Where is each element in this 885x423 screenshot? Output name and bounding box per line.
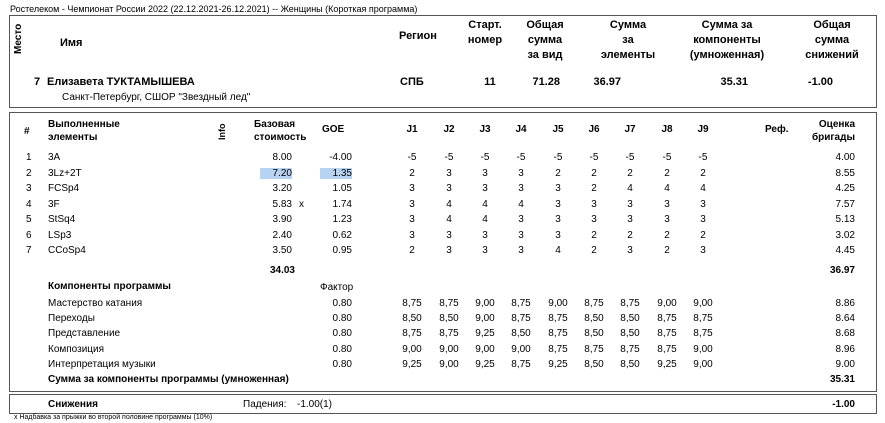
component-name: Интерпретация музыки	[48, 358, 156, 370]
panel-score-header	[800, 118, 855, 144]
element-judge-score: 3	[446, 183, 452, 194]
element-judge-score: 3	[627, 198, 633, 210]
element-judge-score: 3	[482, 183, 488, 194]
component-judge-score: 9,00	[439, 343, 459, 355]
element-num: 2	[26, 167, 32, 179]
elements-num-header: #	[24, 126, 30, 137]
falls-label: Падения:	[243, 399, 287, 410]
element-judge-score: 3	[555, 229, 561, 241]
region-header: Регион	[399, 30, 437, 42]
element-judge-score: 3	[555, 198, 561, 210]
element-panel-score: 3.02	[835, 229, 855, 241]
element-judge-score: -5	[407, 152, 417, 163]
component-name: Композиция	[48, 343, 105, 355]
component-judge-score: 9,00	[693, 358, 713, 370]
element-num: 6	[26, 229, 32, 241]
component-judge-score: 9,00	[439, 358, 459, 370]
element-judge-score: 2	[591, 229, 597, 241]
component-panel-score: 8.68	[835, 328, 855, 340]
element-goe: 0.62	[332, 229, 352, 241]
component-panel-score: 8.86	[835, 298, 855, 309]
element-judge-score: 3	[409, 229, 415, 241]
deductions-total: -1.00	[832, 399, 855, 410]
component-judge-score: 9,25	[475, 358, 495, 370]
referee-header: Реф.	[765, 124, 789, 135]
element-judge-score: 2	[664, 167, 670, 179]
element-judge-score: 3	[409, 198, 415, 210]
component-name: Мастерство катания	[48, 298, 143, 309]
element-name: 3F	[48, 198, 60, 210]
element-judge-score: 3	[518, 167, 524, 179]
judge-header-7: J7	[624, 124, 636, 135]
component-name: Представление	[48, 328, 121, 340]
element-base-value: 7.20	[260, 168, 292, 179]
element-judge-score: 3	[555, 183, 561, 194]
element-judge-score: 4	[664, 183, 670, 194]
element-panel-score: 7.57	[835, 198, 855, 210]
element-judge-score: 3	[700, 198, 706, 210]
judge-header-8: J8	[661, 124, 673, 135]
total-header	[515, 18, 575, 63]
component-judge-score: 8,50	[584, 328, 604, 340]
panel-score-header-line1: Оценка	[818, 119, 855, 130]
component-judge-score: 8,75	[548, 343, 568, 355]
element-name: CCoSp4	[48, 245, 86, 256]
element-judge-score: 2	[591, 167, 597, 179]
components-sum-header-line3: (умноженная)	[689, 49, 765, 61]
component-name: Переходы	[48, 313, 95, 325]
skater-total: 71.28	[532, 76, 560, 88]
element-judge-score: 4	[518, 198, 524, 210]
name-header: Имя	[60, 37, 83, 49]
element-judge-score: 3	[591, 198, 597, 210]
element-num: 7	[26, 245, 32, 256]
start-no-header-line2: номер	[467, 34, 503, 46]
element-base-value: 5.83	[272, 198, 292, 210]
element-base-value: 3.90	[272, 214, 292, 225]
executed-elements-header-line2: элементы	[48, 132, 98, 143]
element-judge-score: -5	[662, 152, 672, 163]
component-factor: 0.80	[332, 328, 352, 340]
element-goe: 1.74	[332, 198, 352, 210]
base-value-header-line2: стоимость	[254, 132, 307, 143]
deductions-header-line3: снижений	[805, 49, 859, 61]
component-judge-score: 9,00	[475, 343, 495, 355]
element-judge-score: 4	[555, 245, 561, 256]
element-num: 5	[26, 214, 32, 225]
base-value-header-line1: Базовая	[254, 119, 296, 130]
executed-elements-header-line1: Выполненные	[48, 119, 120, 130]
component-judge-score: 9,00	[693, 343, 713, 355]
deductions-frame	[9, 394, 877, 414]
element-goe: 1.05	[332, 183, 352, 194]
skater-elements-score: 36.97	[593, 76, 621, 88]
component-judge-score: 8,75	[548, 328, 568, 340]
goe-header: GOE	[322, 124, 345, 135]
element-base-value: 8.00	[272, 152, 292, 163]
component-judge-score: 9,00	[475, 298, 495, 309]
element-goe: 1.35	[320, 168, 352, 179]
component-judge-score: 8,75	[620, 298, 640, 309]
elements-sum-header	[592, 18, 664, 63]
element-judge-score: -5	[516, 152, 526, 163]
component-judge-score: 9,25	[475, 328, 495, 340]
judge-header-6: J6	[588, 124, 600, 135]
component-judge-score: 8,75	[439, 298, 459, 309]
skater-start-no: 11	[484, 76, 496, 88]
component-judge-score: 8,75	[693, 328, 713, 340]
element-panel-score: 4.00	[835, 152, 855, 163]
skater-region: СПБ	[400, 76, 424, 88]
skater-deductions: -1.00	[807, 76, 833, 88]
panel-score-header-line2: бригады	[811, 132, 855, 143]
element-judge-score: 3	[518, 245, 524, 256]
total-header-line1: Общая	[526, 19, 564, 31]
elements-score-total: 36.97	[829, 265, 855, 276]
components-total-label: Сумма за компоненты программы (умноженная)	[48, 374, 289, 385]
elements-sum-header-line2: за	[622, 34, 634, 46]
component-judge-score: 8,50	[620, 358, 640, 370]
component-judge-score: 8,75	[584, 343, 604, 355]
element-judge-score: -5	[625, 152, 635, 163]
component-judge-score: 8,75	[548, 313, 568, 325]
components-title: Компоненты программы	[48, 281, 171, 292]
component-judge-score: 8,50	[620, 313, 640, 325]
falls-value: -1.00(1)	[297, 399, 333, 410]
element-panel-score: 4.25	[835, 183, 855, 194]
element-name: 3Lz+2T	[48, 167, 82, 179]
element-goe: 1.23	[332, 214, 352, 225]
element-judge-score: 3	[482, 245, 488, 256]
deductions-header-line1: Общая	[813, 19, 851, 31]
component-factor: 0.80	[332, 358, 352, 370]
elements-base-total: 34.03	[269, 265, 295, 276]
component-panel-score: 9.00	[835, 358, 855, 370]
component-judge-score: 9,00	[475, 313, 495, 325]
total-header-line2: сумма	[527, 34, 563, 46]
element-judge-score: 3	[518, 183, 524, 194]
base-value-header	[254, 118, 306, 144]
component-judge-score: 9,00	[402, 343, 422, 355]
element-judge-score: 2	[664, 245, 670, 256]
element-judge-score: 2	[409, 245, 415, 256]
start-no-header-line1: Старт.	[468, 19, 502, 31]
component-panel-score: 8.64	[835, 313, 855, 325]
deductions-header	[793, 18, 871, 63]
element-judge-score: 2	[627, 167, 633, 179]
factor-header: Фактор	[320, 282, 354, 293]
element-judge-score: 4	[482, 198, 488, 210]
component-judge-score: 9,25	[548, 358, 568, 370]
component-judge-score: 9,00	[657, 298, 677, 309]
element-judge-score: 3	[409, 214, 415, 225]
executed-elements-header	[48, 118, 120, 144]
element-judge-score: 3	[664, 214, 670, 225]
deductions-label: Снижения	[48, 399, 98, 410]
component-judge-score: 9,00	[548, 298, 568, 309]
element-bonus-mark: x	[299, 198, 304, 210]
element-panel-score: 5.13	[835, 214, 855, 225]
footnote: x Надбавка за прыжки во второй половине программы (10%)	[14, 414, 213, 421]
element-judge-score: 3	[591, 214, 597, 225]
component-judge-score: 8,75	[693, 313, 713, 325]
element-judge-score: 4	[627, 183, 633, 194]
element-judge-score: 3	[446, 245, 452, 256]
element-judge-score: -5	[589, 152, 599, 163]
element-goe: -4.00	[329, 152, 352, 163]
component-judge-score: 9,25	[657, 358, 677, 370]
component-judge-score: 8,50	[584, 313, 604, 325]
element-name: FCSp4	[48, 183, 80, 194]
element-judge-score: 3	[482, 229, 488, 241]
element-judge-score: 3	[482, 167, 488, 179]
judge-header-4: J4	[515, 124, 527, 135]
element-judge-score: 2	[700, 229, 706, 241]
element-num: 3	[26, 183, 32, 194]
element-judge-score: 2	[591, 245, 597, 256]
element-judge-score: 3	[700, 245, 706, 256]
element-judge-score: 2	[700, 167, 706, 179]
element-judge-score: 2	[409, 167, 415, 179]
element-judge-score: 3	[627, 214, 633, 225]
element-judge-score: -5	[444, 152, 454, 163]
component-judge-score: 9,00	[693, 298, 713, 309]
element-num: 1	[26, 152, 32, 163]
element-judge-score: -5	[553, 152, 563, 163]
judge-header-2: J2	[443, 124, 455, 135]
element-base-value: 3.50	[272, 245, 292, 256]
element-judge-score: 2	[555, 167, 561, 179]
component-judge-score: 8,50	[439, 313, 459, 325]
element-num: 4	[26, 198, 32, 210]
component-factor: 0.80	[332, 298, 352, 309]
element-judge-score: 4	[700, 183, 706, 194]
elements-sum-header-line1: Сумма	[609, 19, 647, 31]
elements-sum-header-line3: элементы	[600, 49, 656, 61]
event-title: Ростелеком - Чемпионат России 2022 (22.12.2021-26.12.2021) -- Женщины (Короткая программа)	[10, 4, 418, 14]
element-judge-score: 3	[664, 198, 670, 210]
element-judge-score: 3	[518, 214, 524, 225]
component-factor: 0.80	[332, 313, 352, 325]
component-judge-score: 8,75	[511, 298, 531, 309]
element-judge-score: 3	[627, 245, 633, 256]
components-sum-header	[672, 18, 782, 63]
element-judge-score: 3	[518, 229, 524, 241]
element-name: LSp3	[48, 229, 72, 241]
element-base-value: 2.40	[272, 229, 292, 241]
element-panel-score: 4.45	[835, 245, 855, 256]
element-judge-score: 3	[700, 214, 706, 225]
component-panel-score: 8.96	[835, 343, 855, 355]
element-judge-score: 4	[446, 198, 452, 210]
element-judge-score: 3	[446, 167, 452, 179]
total-header-line3: за вид	[527, 49, 563, 61]
place-header: Место	[13, 23, 24, 54]
skater-name: Елизавета ТУКТАМЫШЕВА	[47, 76, 195, 88]
judge-header-1: J1	[406, 124, 418, 135]
component-judge-score: 8,75	[584, 298, 604, 309]
components-total: 35.31	[829, 374, 855, 385]
skater-place: 7	[34, 76, 41, 88]
component-judge-score: 8,50	[511, 328, 531, 340]
element-base-value: 3.20	[272, 183, 292, 194]
components-sum-header-line1: Сумма за	[701, 19, 753, 31]
element-panel-score: 8.55	[835, 167, 855, 179]
component-judge-score: 8,75	[402, 298, 422, 309]
component-judge-score: 8,75	[620, 343, 640, 355]
component-judge-score: 8,75	[439, 328, 459, 340]
element-judge-score: 4	[482, 214, 488, 225]
element-judge-score: -5	[480, 152, 490, 163]
element-judge-score: 2	[664, 229, 670, 241]
info-header: Info	[217, 123, 227, 140]
judge-header-3: J3	[479, 124, 491, 135]
components-sum-header-line2: компоненты	[693, 34, 761, 46]
component-judge-score: 8,75	[657, 313, 677, 325]
component-judge-score: 8,75	[657, 328, 677, 340]
element-judge-score: 3	[409, 183, 415, 194]
element-name: 3A	[48, 152, 61, 163]
element-judge-score: 4	[446, 214, 452, 225]
start-no-header	[455, 18, 515, 48]
element-judge-score: 2	[627, 229, 633, 241]
component-judge-score: 8,50	[620, 328, 640, 340]
component-judge-score: 9,25	[402, 358, 422, 370]
element-judge-score: 3	[446, 229, 452, 241]
element-judge-score: -5	[698, 152, 708, 163]
component-judge-score: 8,50	[402, 313, 422, 325]
component-judge-score: 8,75	[657, 343, 677, 355]
skater-components-score: 35.31	[720, 76, 748, 88]
component-judge-score: 8,75	[402, 328, 422, 340]
judge-header-9: J9	[697, 124, 709, 135]
component-judge-score: 9,00	[511, 343, 531, 355]
deductions-header-line2: сумма	[814, 34, 850, 46]
component-judge-score: 8,75	[511, 313, 531, 325]
element-goe: 0.95	[332, 245, 352, 256]
skater-club: Санкт-Петербург, СШОР "Звездный лед"	[62, 92, 251, 103]
component-judge-score: 8,50	[584, 358, 604, 370]
element-judge-score: 2	[591, 183, 597, 194]
component-judge-score: 8,75	[511, 358, 531, 370]
judge-header-5: J5	[552, 124, 564, 135]
component-factor: 0.80	[332, 343, 352, 355]
element-judge-score: 3	[555, 214, 561, 225]
element-name: StSq4	[48, 214, 76, 225]
